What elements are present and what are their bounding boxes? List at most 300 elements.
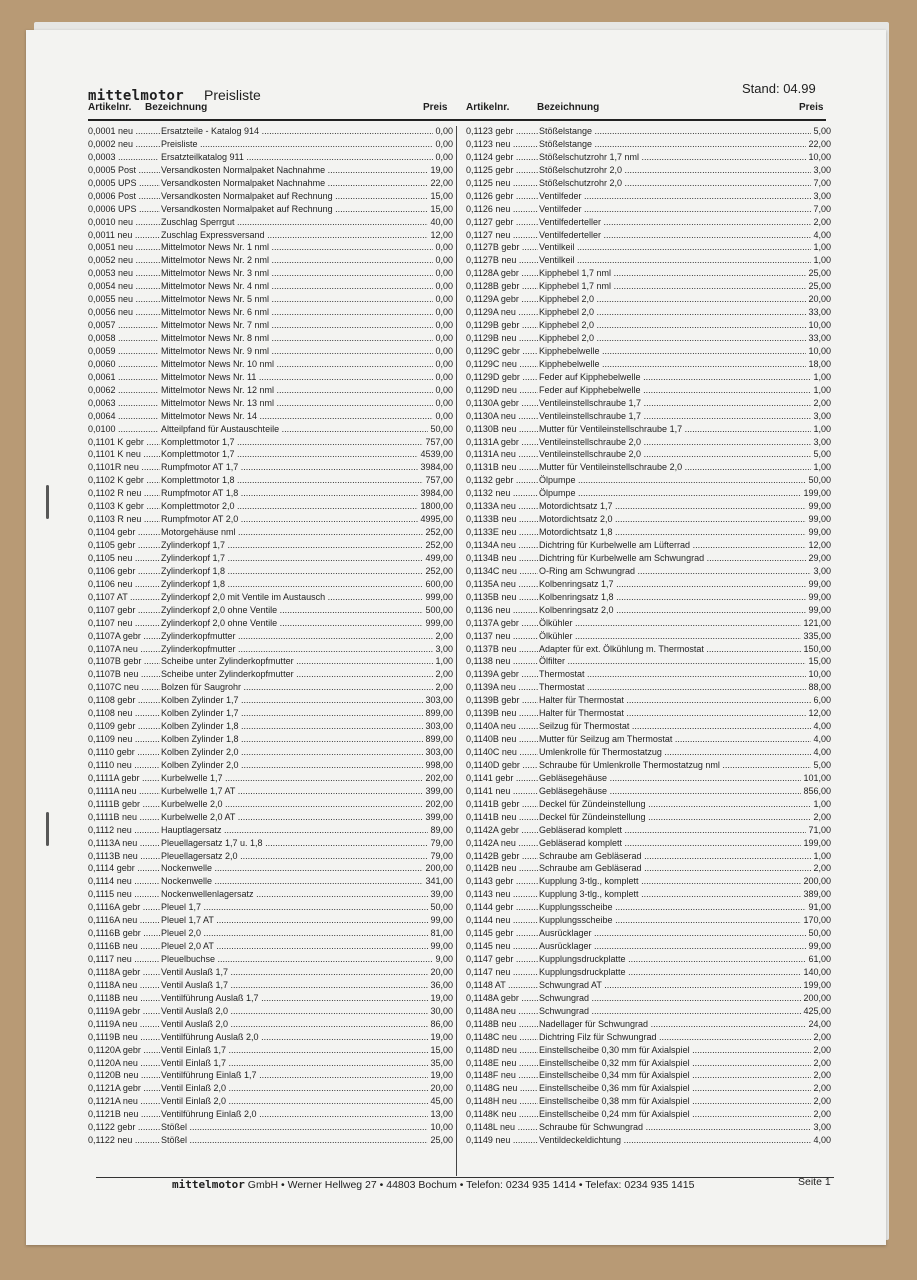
article-number: 0,1139B neu .....: [466, 707, 538, 720]
item-price: 0,00: [435, 255, 453, 266]
price-row: [466, 500, 831, 513]
item-description: Schwungrad .....: [539, 1005, 831, 1018]
item-description: Versandkosten Normalpaket Nachnahme .....: [161, 164, 453, 177]
item-price: 0,00: [435, 371, 453, 382]
item-price: 399,00: [425, 785, 453, 796]
price-row: [466, 953, 831, 966]
item-price: 0,00: [435, 345, 453, 356]
item-description: Adapter für ext. Ölkühlung m. Thermostat .....: [539, 643, 831, 656]
item-price: 0,00: [435, 242, 453, 253]
item-price: 3,00: [813, 410, 831, 421]
item-description: Ventil Einlaß 1,7 .....: [161, 1044, 453, 1057]
article-number: 0,1129C gebr .....: [466, 345, 538, 358]
price-row: [88, 151, 453, 164]
item-price: 999,00: [425, 617, 453, 628]
article-number: 0,1148H neu .....: [466, 1095, 538, 1108]
price-row: [88, 229, 453, 242]
item-description: Mittelmotor News Nr. 5 nml .....: [161, 293, 453, 306]
article-number: 0,1134B neu .....: [466, 552, 538, 565]
article-number: 0,1120A gebr .....: [88, 1044, 160, 1057]
item-description: Ventilfeder .....: [539, 190, 831, 203]
price-row: [466, 125, 831, 138]
article-number: 0,1116B neu .....: [88, 940, 160, 953]
item-description: Mittelmotor News Nr. 13 nml .....: [161, 397, 453, 410]
item-description: Gebläsegehäuse .....: [539, 785, 831, 798]
price-row: [88, 604, 453, 617]
article-number: 0,1140A neu .....: [466, 720, 538, 733]
item-description: Pleuellagersatz 1,7 u. 1,8 .....: [161, 837, 453, 850]
price-row: [466, 1095, 831, 1108]
article-number: 0,1123 neu .....: [466, 138, 538, 151]
article-number: 0,1113B neu .....: [88, 850, 160, 863]
item-price: 15,00: [808, 656, 831, 667]
item-price: 200,00: [803, 876, 831, 887]
item-price: 3984,00: [420, 462, 453, 473]
item-description: Bolzen für Saugrohr .....: [161, 681, 453, 694]
article-number: 0,1130B neu .....: [466, 423, 538, 436]
price-row: [88, 436, 453, 449]
item-description: Ventilkeil .....: [539, 241, 831, 254]
item-price: 6,00: [813, 695, 831, 706]
price-row: [88, 410, 453, 423]
price-row: [88, 358, 453, 371]
item-price: 20,00: [808, 294, 831, 305]
item-description: Stößelschutzrohr 1,7 nml .....: [539, 151, 831, 164]
article-number: 0,1133E neu .....: [466, 526, 538, 539]
price-row: [466, 397, 831, 410]
item-description: Komplettmotor 2,0 .....: [161, 500, 453, 513]
price-row: [88, 707, 453, 720]
price-row: [466, 668, 831, 681]
price-row: [88, 254, 453, 267]
article-number: 0,1138 neu .....: [466, 655, 538, 668]
item-price: 0,00: [435, 307, 453, 318]
article-number: 0,1142A gebr .....: [466, 824, 538, 837]
article-number: 0,1109 neu .....: [88, 733, 160, 746]
item-description: Feder auf Kipphebelwelle .....: [539, 384, 831, 397]
item-description: Zylinderkopfmutter .....: [161, 643, 453, 656]
item-description: Motordichtsatz 1,8 .....: [539, 526, 831, 539]
item-price: 4995,00: [420, 514, 453, 525]
price-row: [88, 1018, 453, 1031]
item-description: Ventileinstellschraube 2,0 .....: [539, 448, 831, 461]
item-price: 2,00: [813, 1083, 831, 1094]
price-row: [466, 824, 831, 837]
item-description: Mittelmotor News Nr. 8 nml .....: [161, 332, 453, 345]
item-price: 22,00: [430, 177, 453, 188]
item-price: 3,00: [813, 436, 831, 447]
price-row: [88, 1121, 453, 1134]
item-description: Halter für Thermostat .....: [539, 694, 831, 707]
price-row: [466, 164, 831, 177]
price-row: [466, 229, 831, 242]
item-description: Zylinderkopf 2,0 ohne Ventile .....: [161, 604, 453, 617]
item-description: Ventilführung Einlaß 1,7 .....: [161, 1069, 453, 1082]
article-number: 0,1128A gebr .....: [466, 267, 538, 280]
article-number: 0,1129B neu .....: [466, 332, 538, 345]
item-description: Pleuel 2,0 AT .....: [161, 940, 453, 953]
article-number: 0,1134C neu .....: [466, 565, 538, 578]
item-price: 600,00: [425, 578, 453, 589]
item-price: 99,00: [808, 501, 831, 512]
article-number: 0,0058 .....: [88, 332, 160, 345]
item-description: Seilzug für Thermostat .....: [539, 720, 831, 733]
article-number: 0,1147 gebr .....: [466, 953, 538, 966]
price-row: [88, 241, 453, 254]
item-description: Nockenwellenlagersatz .....: [161, 888, 453, 901]
item-price: 3,00: [435, 643, 453, 654]
price-row: [88, 565, 453, 578]
item-description: Kupplungsdruckplatte .....: [539, 966, 831, 979]
item-description: Kolben Zylinder 2,0 .....: [161, 746, 453, 759]
article-number: 0,1101 K gebr .....: [88, 436, 160, 449]
item-description: Zylinderkopf 1,7 .....: [161, 539, 453, 552]
item-description: Ventilführung Einlaß 2,0 .....: [161, 1108, 453, 1121]
item-description: Altteilpfand für Austauschteile .....: [161, 423, 453, 436]
article-number: 0,1124 gebr .....: [466, 151, 538, 164]
item-price: 1,00: [813, 798, 831, 809]
item-description: Mittelmotor News Nr. 14 .....: [161, 410, 453, 423]
item-price: 341,00: [425, 876, 453, 887]
item-price: 1,00: [813, 384, 831, 395]
price-row: [466, 138, 831, 151]
item-price: 2,00: [435, 630, 453, 641]
article-number: 0,1149 neu .....: [466, 1134, 538, 1147]
item-price: 20,00: [430, 966, 453, 977]
article-number: 0,1129C neu .....: [466, 358, 538, 371]
article-number: 0,1144 neu .....: [466, 914, 538, 927]
article-number: 0,1135B neu .....: [466, 591, 538, 604]
left-price-column: [88, 125, 453, 1147]
price-row: [88, 125, 453, 138]
price-row: [88, 643, 453, 656]
item-description: Rumpfmotor AT 1,7 .....: [161, 461, 453, 474]
article-number: 0,1143 neu .....: [466, 888, 538, 901]
item-price: 9,00: [435, 954, 453, 964]
price-row: [466, 811, 831, 824]
item-price: 0,00: [435, 126, 453, 136]
item-price: 13,00: [430, 1109, 453, 1120]
item-description: Ventileinstellschraube 2,0 .....: [539, 436, 831, 449]
item-description: Mutter für Ventileinstellschraube 2,0 .....: [539, 461, 831, 474]
item-description: Schraube am Gebläserad .....: [539, 862, 831, 875]
item-price: 19,00: [430, 164, 453, 175]
price-row: [466, 539, 831, 552]
item-description: Schwungrad .....: [539, 992, 831, 1005]
item-description: Schraube für Umlenkrolle Thermostatzug nml .....: [539, 759, 831, 772]
article-number: 0,1111A neu .....: [88, 785, 160, 798]
item-description: Pleuellagersatz 2,0 .....: [161, 850, 453, 863]
article-number: 0,0006 UPS .....: [88, 203, 160, 216]
item-price: 7,00: [813, 203, 831, 214]
price-row: [466, 901, 831, 914]
item-description: Kipphebelwelle .....: [539, 345, 831, 358]
price-row: [88, 901, 453, 914]
price-row: [88, 1044, 453, 1057]
page-number: Seite 1: [798, 1176, 831, 1188]
item-description: Kipphebel 2,0 .....: [539, 293, 831, 306]
price-row: [88, 306, 453, 319]
article-number: 0,1116A neu .....: [88, 914, 160, 927]
item-description: Ventil Auslaß 1,7 .....: [161, 966, 453, 979]
item-description: O-Ring am Schwungrad .....: [539, 565, 831, 578]
article-number: 0,1148A gebr .....: [466, 992, 538, 1005]
item-price: 0,00: [435, 397, 453, 408]
price-row: [466, 358, 831, 371]
item-price: 1800,00: [420, 501, 453, 512]
item-price: 0,00: [435, 151, 453, 162]
item-price: 99,00: [808, 604, 831, 615]
item-price: 199,00: [803, 979, 831, 990]
item-price: 7,00: [813, 177, 831, 188]
price-row: [466, 410, 831, 423]
item-description: Umlenkrolle für Thermostatzug .....: [539, 746, 831, 759]
article-number: 0,1140B neu .....: [466, 733, 538, 746]
item-description: Einstellscheibe 0,24 mm für Axialspiel .....: [539, 1108, 831, 1121]
item-price: 140,00: [803, 966, 831, 977]
item-description: Mittelmotor News Nr. 6 nml .....: [161, 306, 453, 319]
price-row: [466, 643, 831, 656]
article-number: 0,1130A gebr .....: [466, 397, 538, 410]
item-price: 0,00: [435, 138, 453, 149]
item-description: Ventilführung Auslaß 1,7 .....: [161, 992, 453, 1005]
item-description: Kipphebel 1,7 nml .....: [539, 280, 831, 293]
staple-top: [46, 485, 49, 519]
item-price: 2,00: [813, 1109, 831, 1120]
article-number: 0,1125 neu .....: [466, 177, 538, 190]
item-description: Komplettmotor 1,7 .....: [161, 436, 453, 449]
article-number: 0,1112 neu .....: [88, 824, 160, 837]
article-number: 0,1130A neu .....: [466, 410, 538, 423]
item-price: 999,00: [425, 591, 453, 602]
price-row: [88, 694, 453, 707]
item-description: Stößelschutzrohr 2,0 .....: [539, 177, 831, 190]
col-header-bezeichnung-left: Bezeichnung: [145, 102, 208, 113]
article-number: 0,1148 AT .....: [466, 979, 538, 992]
price-row: [88, 733, 453, 746]
article-number: 0,1142B gebr .....: [466, 850, 538, 863]
item-price: 2,00: [435, 682, 453, 693]
item-price: 99,00: [808, 578, 831, 589]
article-number: 0,1129A gebr .....: [466, 293, 538, 306]
price-row: [466, 1082, 831, 1095]
item-price: 1,00: [813, 462, 831, 473]
item-price: 25,00: [430, 1135, 453, 1146]
item-description: Ventil Einlaß 2,0 .....: [161, 1082, 453, 1095]
article-number: 0,1107A neu .....: [88, 643, 160, 656]
article-number: 0,1123 gebr .....: [466, 125, 538, 138]
item-description: Kipphebel 1,7 nml .....: [539, 267, 831, 280]
article-number: 0,0059 .....: [88, 345, 160, 358]
price-row: [88, 448, 453, 461]
item-description: Komplettmotor 1,7 .....: [161, 448, 453, 461]
item-description: Versandkosten Normalpaket Nachnahme .....: [161, 177, 453, 190]
article-number: 0,1118A gebr .....: [88, 966, 160, 979]
article-number: 0,0062 .....: [88, 384, 160, 397]
price-row: [466, 927, 831, 940]
item-price: 1,00: [813, 242, 831, 253]
article-number: 0,1141 neu .....: [466, 785, 538, 798]
article-number: 0,1129D gebr .....: [466, 371, 538, 384]
price-row: [88, 850, 453, 863]
item-description: Kolbenringsatz 1,7 .....: [539, 578, 831, 591]
col-header-artikel-right: Artikelnr.: [466, 102, 510, 113]
item-description: Kupplung 3-tlg., komplett .....: [539, 888, 831, 901]
item-description: Einstellscheibe 0,30 mm für Axialspiel .....: [539, 1044, 831, 1057]
article-number: 0,1148G neu .....: [466, 1082, 538, 1095]
item-price: 998,00: [425, 759, 453, 770]
item-description: Kolben Zylinder 1,8 .....: [161, 720, 453, 733]
item-description: Ventilfederteller .....: [539, 229, 831, 242]
article-number: 0,1127 gebr .....: [466, 216, 538, 229]
item-price: 3,00: [813, 1122, 831, 1133]
price-row: [88, 811, 453, 824]
article-number: 0,1141 gebr .....: [466, 772, 538, 785]
item-description: Kolbenringsatz 2,0 .....: [539, 604, 831, 617]
article-number: 0,0060 .....: [88, 358, 160, 371]
article-number: 0,1135A neu .....: [466, 578, 538, 591]
article-number: 0,1110 gebr .....: [88, 746, 160, 759]
item-description: Schraube am Gebläserad .....: [539, 850, 831, 863]
price-row: [466, 655, 831, 668]
item-description: Stößelschutzrohr 2,0 .....: [539, 164, 831, 177]
item-price: 200,00: [803, 992, 831, 1003]
article-number: 0,1111B gebr .....: [88, 798, 160, 811]
item-price: 199,00: [803, 488, 831, 499]
footer-address: [172, 1178, 694, 1191]
price-row: [88, 862, 453, 875]
price-row: [88, 1005, 453, 1018]
item-price: 15,00: [430, 1044, 453, 1055]
price-row: [466, 617, 831, 630]
item-price: 1,00: [813, 371, 831, 382]
article-number: 0,1129D neu .....: [466, 384, 538, 397]
price-row: [88, 655, 453, 668]
article-number: 0,1118B neu .....: [88, 992, 160, 1005]
price-row: [88, 681, 453, 694]
article-number: 0,1107B gebr .....: [88, 655, 160, 668]
price-row: [466, 681, 831, 694]
item-description: Feder auf Kipphebelwelle .....: [539, 371, 831, 384]
item-price: 757,00: [425, 436, 453, 447]
article-number: 0,1107B neu .....: [88, 668, 160, 681]
article-number: 0,1102 R neu .....: [88, 487, 160, 500]
item-price: 4,00: [813, 1135, 831, 1146]
article-number: 0,1148A neu .....: [466, 1005, 538, 1018]
item-price: 99,00: [808, 591, 831, 602]
item-price: 202,00: [425, 772, 453, 783]
article-number: 0,1141B neu .....: [466, 811, 538, 824]
price-row: [88, 914, 453, 927]
article-number: 0,1108 gebr .....: [88, 694, 160, 707]
price-row: [466, 254, 831, 267]
price-row: [88, 888, 453, 901]
item-price: 0,00: [435, 268, 453, 279]
item-price: 99,00: [430, 915, 453, 926]
article-number: 0,0053 neu .....: [88, 267, 160, 280]
price-row: [88, 552, 453, 565]
item-price: 40,00: [430, 216, 453, 227]
article-number: 0,1121A gebr .....: [88, 1082, 160, 1095]
price-row: [88, 164, 453, 177]
price-row: [466, 1057, 831, 1070]
item-description: Gebläserad komplett .....: [539, 837, 831, 850]
item-price: 50,00: [430, 902, 453, 913]
item-price: 2,00: [813, 811, 831, 822]
item-description: Motordichtsatz 1,7 .....: [539, 500, 831, 513]
item-price: 3,00: [813, 190, 831, 201]
price-row: [88, 772, 453, 785]
article-number: 0,0051 neu .....: [88, 241, 160, 254]
item-price: 79,00: [430, 837, 453, 848]
item-price: 12,00: [430, 229, 453, 240]
item-price: 3,00: [813, 565, 831, 576]
footer-contact: GmbH • Werner Hellweg 27 • 44803 Bochum • Telefon: 0234 935 1414 • Telefax: 0234 935 1415: [244, 1179, 695, 1191]
item-price: 2,00: [813, 1031, 831, 1042]
item-description: Einstellscheibe 0,34 mm für Axialspiel .....: [539, 1069, 831, 1082]
item-price: 0,00: [435, 320, 453, 331]
article-number: 0,1128B gebr .....: [466, 280, 538, 293]
price-row: [466, 914, 831, 927]
item-price: 303,00: [425, 747, 453, 757]
item-description: Ventil Einlaß 1,7 .....: [161, 1057, 453, 1070]
price-row: [466, 293, 831, 306]
item-description: Dichtring Filz für Schwungrad .....: [539, 1031, 831, 1044]
article-number: 0,0010 neu .....: [88, 216, 160, 229]
price-row: [88, 138, 453, 151]
article-number: 0,1127 neu .....: [466, 229, 538, 242]
article-number: 0,1108 neu .....: [88, 707, 160, 720]
item-price: 3,00: [813, 164, 831, 175]
price-row: [466, 1018, 831, 1031]
item-price: 91,00: [808, 902, 831, 913]
price-row: [466, 1005, 831, 1018]
item-description: Thermostat .....: [539, 681, 831, 694]
item-description: Halter für Thermostat .....: [539, 707, 831, 720]
price-row: [88, 798, 453, 811]
article-number: 0,1125 gebr .....: [466, 164, 538, 177]
item-description: Deckel für Zündeinstellung .....: [539, 798, 831, 811]
price-row: [466, 1069, 831, 1082]
item-price: 121,00: [803, 617, 831, 628]
article-number: 0,1114 neu .....: [88, 875, 160, 888]
item-price: 81,00: [430, 928, 453, 939]
article-number: 0,1106 neu .....: [88, 578, 160, 591]
item-description: Kipphebel 2,0 .....: [539, 306, 831, 319]
item-description: Hauptlagersatz .....: [161, 824, 453, 837]
stand-date: Stand: 04.99: [742, 81, 816, 96]
item-description: Ölfilter .....: [539, 655, 831, 668]
item-description: Kolben Zylinder 1,7 .....: [161, 694, 453, 707]
price-row: [88, 837, 453, 850]
item-price: 2,00: [813, 1096, 831, 1107]
item-description: Ölkühler .....: [539, 617, 831, 630]
item-description: Ventil Einlaß 2,0 .....: [161, 1095, 453, 1108]
item-description: Scheibe unter Zylinderkopfmutter .....: [161, 655, 453, 668]
article-number: 0,1106 gebr .....: [88, 565, 160, 578]
item-description: Kupplungsscheibe .....: [539, 901, 831, 914]
item-price: 25,00: [808, 281, 831, 292]
item-description: Ventil Auslaß 2,0 .....: [161, 1005, 453, 1018]
price-row: [466, 319, 831, 332]
article-number: 0,1116A gebr .....: [88, 901, 160, 914]
price-row: [466, 604, 831, 617]
item-price: 101,00: [803, 772, 831, 783]
item-price: 19,00: [430, 1070, 453, 1081]
price-row: [466, 1121, 831, 1134]
item-price: 2,00: [813, 863, 831, 874]
article-number: 0,1119B neu .....: [88, 1031, 160, 1044]
